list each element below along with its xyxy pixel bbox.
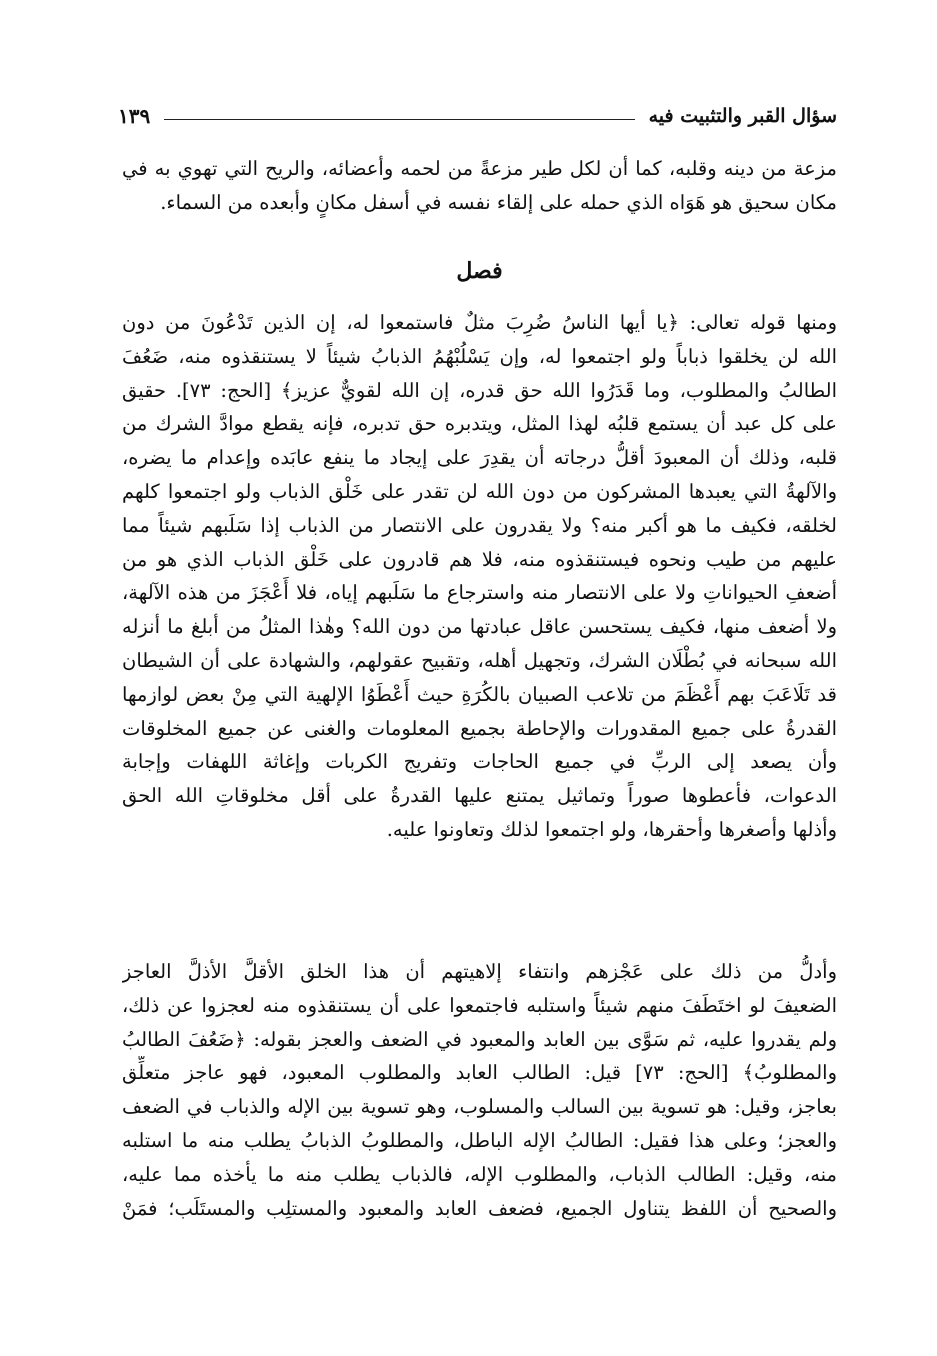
text-line: الله سبحانه في بُطْلَان الشرك، وتجهيل أهله، وتقبيح عقولهم، والشهادة على أن الشيطان bbox=[122, 648, 837, 672]
text-line: قلبه، وذلك أن المعبودَ أقلُّ درجاته أن يقدِرَ على إيجاد ما ينفع عابَده وإعدام ما يضره، bbox=[122, 446, 837, 470]
text-line: والآلهةُ التي يعبدها المشركون من دون الله لن تقدر على خَلْق الذباب ولو اجتمعوا كلهم bbox=[122, 479, 837, 503]
text-line: الطالبُ والمطلوب، وما قَدَرُوا الله حق قدره، إن الله لقويٌّ عزيز﴾ [الحج: ٧٣]. حقيق bbox=[122, 378, 837, 402]
text-line: القدرةُ على جميع المقدورات والإحاطة بجميع المعلومات والغنى عن جميع المخلوقات bbox=[122, 716, 837, 740]
text-line: ولم يقدروا عليه، ثم سَوَّى بين العابد والمعبود في الضعف والعجز بقوله: ﴿ضَعُفَ الطالبُ bbox=[122, 1027, 837, 1051]
text-line: والعجز؛ وعلى هذا فقيل: الطالبُ الإله الباطل، والمطلوبُ الذبابُ يطلب منه ما استلبه bbox=[122, 1128, 837, 1152]
paragraph-continuation bbox=[122, 152, 837, 220]
text-line: أضعفِ الحيواناتِ ولا على الانتصار منه واسترجاع ما سَلَبهم إياه، فلا أَعْجَزَ من هذه الآلهة، bbox=[122, 581, 837, 605]
text-line: عليهم من طيب ونحوه فيستنقذوه منه، فلا هم قادرون على خَلْق الذباب الذي هو من bbox=[122, 547, 837, 571]
text-line: على كل عبد أن يستمع قلبُه لهذا المثل، ويتدبره حق تدبره، فإنه يقطع موادَّ الشرك من bbox=[122, 412, 837, 436]
running-title: سؤال القبر والتثبيت فيه bbox=[648, 105, 837, 127]
text-line: وأدلُّ من ذلك على عَجْزهم وانتفاء إلاهيتهم أن هذا الخلق الأقلَّ الأذلَّ العاجز bbox=[122, 960, 837, 983]
text-line: وأن يصعد إلى الربِّ في جميع الحاجات وتفريج الكربات وإغاثة اللهفات وإجابة bbox=[122, 750, 837, 774]
page-header bbox=[118, 96, 837, 136]
text-line: مكان سحيق هو هَوَاه الذي حمله على إلقاء نفسه في أسفل مكانٍ وأبعده من السماء. bbox=[160, 190, 837, 214]
text-line: لخلقه، فكيف ما هو أكبر منه؟ ولا يقدرون على الانتصار من الذباب إذا سَلَبهم شيئاً مما bbox=[122, 513, 837, 537]
text-line: الضعيفَ لو اختَطَفَ منهم شيئاً واستلبه فاجتمعوا على أن يستنقذوه منه لعجزوا عن ذلك، bbox=[122, 993, 837, 1017]
text-line: ومنها قوله تعالى: ﴿يا أيها الناسُ ضُرِبَ مثلٌ فاستمعوا له، إن الذين تَدْعُونَ من دون bbox=[122, 311, 837, 334]
text-line: والمطلوبُ﴾ [الحج: ٧٣] قيل: الطالب العابد والمطلوب المعبود، فهو عاجز متعلِّق bbox=[122, 1061, 837, 1085]
page-number: ١٣٩ bbox=[118, 104, 151, 128]
section-heading: فصل bbox=[456, 258, 503, 284]
text-line: الله لن يخلقوا ذباباً ولو اجتمعوا له، وإن يَسْلُبْهُمُ الذبابُ شيئاً لا يستنقذوه منه، ضَعُفَ bbox=[122, 344, 837, 368]
paragraph-main bbox=[122, 306, 837, 847]
text-line: ولا أضعف منها، فكيف يستحسن عاقل عبادتها من دون الله؟ وهٰذا المثلُ من أبلغ ما أنزله bbox=[122, 615, 837, 639]
text-line: مزعة من دينه وقلبه، كما أن لكل طير مزعةً من لحمه وأعضائه، والريح التي تهوي به في bbox=[122, 157, 837, 180]
text-line: منه، وقيل: الطالب الذباب، والمطلوب الإله، فالذباب يطلب منه ما يأخذه مما عليه، bbox=[122, 1162, 837, 1186]
header-rule bbox=[164, 119, 634, 120]
text-line: والصحيح أن اللفظ يتناول الجميع، فضعف العابد والمعبود والمستلِب والمستَلَب؛ فمَنْ bbox=[122, 1196, 837, 1220]
paragraph-second bbox=[122, 955, 837, 1225]
text-line: بعاجز، وقيل: هو تسوية بين السالب والمسلوب، وهو تسوية بين الإله والذباب في الضعف bbox=[122, 1095, 837, 1119]
text-line: الدعوات، فأعطوها صوراً وتماثيل يمتنع عليها القدرةُ على أقل مخلوقاتِ الله الحق bbox=[122, 784, 837, 808]
text-line: وأذلها وأصغرها وأحقرها، ولو اجتمعوا لذلك وتعاونوا عليه. bbox=[386, 817, 837, 841]
text-line: قد تَلَاعَبَ بهم أَعْظَمَ من تلاعب الصبيان بالكُرَةِ حيث أَعْطَوُا الإلهية التي مِنْ بعض لوازمها bbox=[122, 682, 837, 706]
